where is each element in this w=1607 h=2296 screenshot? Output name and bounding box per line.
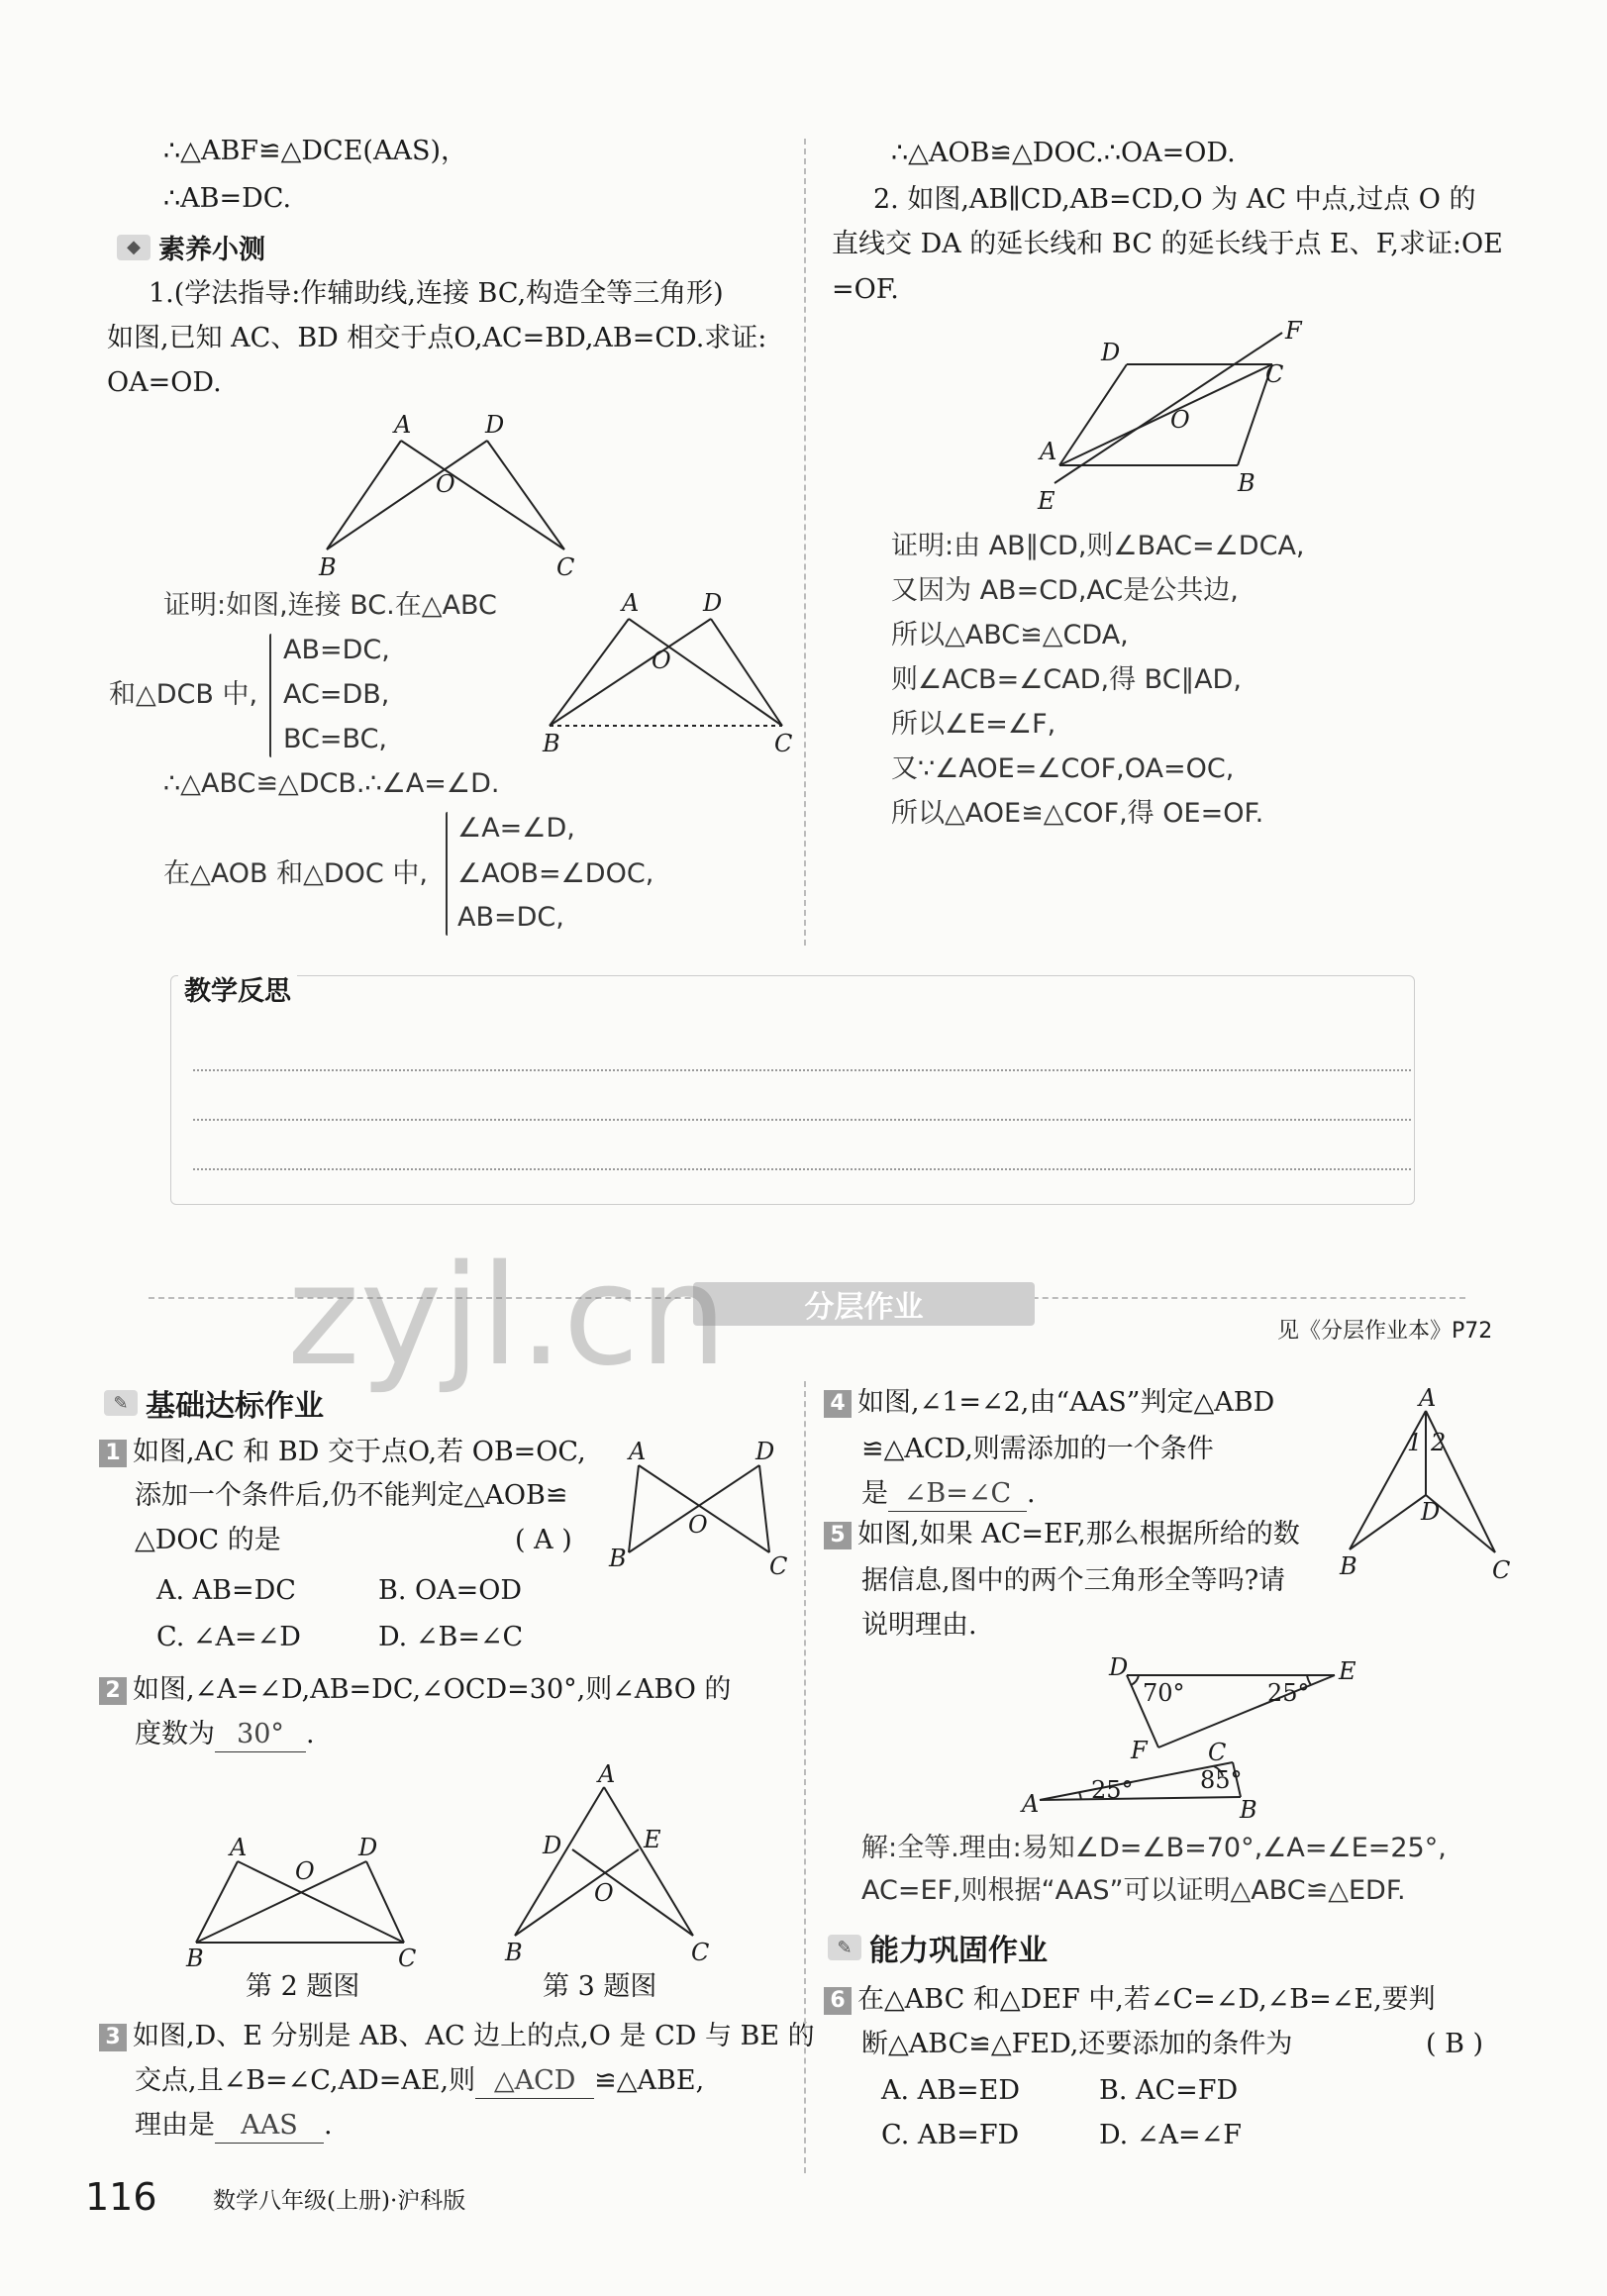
svg-text:C: C	[691, 1939, 710, 1966]
pencil-icon: ✎	[828, 1935, 861, 1960]
figure-q3-basic	[495, 1762, 723, 1970]
q2-blank[interactable]: 30°	[215, 1718, 306, 1752]
figure-q1-basic	[599, 1436, 797, 1584]
svg-text:F: F	[1285, 317, 1302, 345]
svg-text:85°: 85°	[1200, 1766, 1243, 1794]
q3-number: 3	[99, 2024, 127, 2051]
proof-step: 所以△AOE≌△COF,得 OE=OF.	[891, 798, 1264, 829]
svg-text:F: F	[1131, 1737, 1148, 1764]
svg-text:25°: 25°	[1091, 1776, 1134, 1804]
fig3-caption: 第 3 题图	[543, 1971, 657, 2002]
proof-step: 又∵∠AOE=∠COF,OA=OC,	[891, 753, 1235, 784]
q3-text-3	[135, 2109, 333, 2144]
q5-number: 5	[824, 1522, 852, 1549]
reflection-title: 教学反思	[178, 975, 297, 1009]
svg-text:B: B	[1340, 1552, 1357, 1580]
q4-text: 如图,∠1=∠2,由“AAS”判定△ABD	[857, 1387, 1275, 1418]
figure-q5	[1020, 1653, 1356, 1822]
q2-stem	[99, 1673, 731, 1707]
fig2-caption: 第 2 题图	[246, 1971, 360, 2002]
svg-text:A: A	[230, 1834, 248, 1861]
svg-text:C: C	[1492, 1556, 1511, 1584]
svg-text:D: D	[358, 1834, 378, 1861]
svg-text:C: C	[556, 553, 575, 581]
brace1-item: AC=DB,	[283, 679, 390, 710]
page-number: 116	[85, 2175, 157, 2219]
q1-stem	[99, 1436, 586, 1469]
svg-text:B: B	[543, 730, 560, 757]
svg-text:E: E	[1038, 487, 1055, 515]
q1-text-2: 添加一个条件后,仍不能判定△AOB≌	[135, 1480, 568, 1511]
svg-text:1: 1	[1407, 1429, 1423, 1456]
svg-text:B: B	[186, 1945, 204, 1972]
figure-q1	[307, 411, 584, 579]
reflection-line[interactable]	[193, 1119, 1411, 1121]
svg-text:A: A	[629, 1438, 647, 1465]
svg-text:A: A	[1040, 438, 1057, 465]
brace2-item: ∠A=∠D,	[457, 813, 575, 844]
banner-title: 分层作业	[693, 1282, 1035, 1326]
q2-top-line2: 直线交 DA 的延长线和 BC 的延长线于点 E、F,求证:OE	[832, 229, 1503, 259]
figure-q1-proof	[535, 589, 802, 767]
svg-text:C: C	[1208, 1739, 1227, 1766]
watermark: zyjl.cn	[287, 1236, 728, 1397]
q1-number: 1	[99, 1440, 127, 1467]
svg-text:D: D	[485, 411, 505, 439]
q1-text-3: △DOC 的是	[135, 1525, 281, 1555]
proof-step: 则∠ACB=∠CAD,得 BC∥AD,	[891, 664, 1242, 695]
svg-text:B: B	[1240, 1796, 1257, 1824]
q3-text-pre2: 理由是	[135, 2110, 215, 2141]
svg-text:O: O	[688, 1511, 708, 1539]
q6-option-a[interactable]: A. AB=ED	[881, 2075, 1020, 2106]
svg-text:D: D	[755, 1438, 775, 1465]
proof-line1: 证明:如图,连接 BC.在△ABC	[163, 590, 497, 621]
q1-line2: 如图,已知 AC、BD 相交于点O,AC=BD,AB=CD.求证:	[107, 323, 767, 353]
q6-answer: ( B )	[1426, 2029, 1484, 2059]
q5-answer-2: AC=EF,则根据“AAS”可以证明△ABC≌△EDF.	[861, 1875, 1406, 1906]
proof-step: 所以△ABC≌△CDA,	[891, 620, 1129, 650]
brace1-prefix: 和△DCB 中,	[109, 679, 258, 710]
q2-number: 2	[99, 1677, 127, 1705]
svg-text:2: 2	[1431, 1429, 1447, 1456]
svg-text:D: D	[703, 589, 723, 617]
proof-line2: ∴△ABC≌△DCB.∴∠A=∠D.	[163, 768, 500, 799]
svg-text:B: B	[319, 553, 337, 581]
svg-text:E: E	[644, 1826, 661, 1853]
svg-text:B: B	[505, 1939, 523, 1966]
q4-number: 4	[824, 1390, 852, 1418]
svg-text:O: O	[295, 1857, 315, 1885]
q2-text-2	[135, 1718, 315, 1752]
proof-step: 又因为 AB=CD,AC是公共边,	[891, 575, 1239, 606]
svg-text:D: D	[1109, 1653, 1129, 1681]
q6-option-c[interactable]: C. AB=FD	[881, 2120, 1020, 2150]
q6-option-d[interactable]: D. ∠A=∠F	[1099, 2120, 1242, 2150]
q3-text-pre: 交点,且∠B=∠C,AD=AE,则	[135, 2065, 476, 2096]
section-ability	[828, 1926, 1048, 1969]
brace1-item: BC=BC,	[283, 724, 388, 754]
section-ability-title: 能力巩固作业	[869, 1934, 1048, 1968]
svg-text:D: D	[1421, 1498, 1441, 1526]
q3-blank-2[interactable]: AAS	[215, 2109, 324, 2144]
pencil-icon: ✎	[104, 1390, 138, 1416]
svg-text:A: A	[394, 411, 412, 439]
q5-text-3: 说明理由.	[861, 1610, 977, 1641]
q1-option-b[interactable]: B. OA=OD	[378, 1575, 523, 1606]
q3-text-2	[135, 2064, 704, 2099]
column-divider-bottom	[804, 1381, 806, 2173]
brace1-item: AB=DC,	[283, 635, 390, 665]
svg-text:B: B	[609, 1545, 627, 1572]
reflection-box	[170, 975, 1415, 1205]
q1-line1: 1.(学法指导:作辅助线,连接 BC,构造全等三角形)	[149, 278, 724, 309]
svg-text:C: C	[1265, 360, 1284, 388]
q6-text: 在△ABC 和△DEF 中,若∠C=∠D,∠B=∠E,要判	[857, 1984, 1436, 2015]
q5-text-2: 据信息,图中的两个三角形全等吗?请	[861, 1565, 1286, 1596]
q1-option-d[interactable]: D. ∠B=∠C	[378, 1622, 524, 1652]
brace-1	[269, 634, 271, 757]
svg-text:O: O	[1170, 406, 1190, 434]
reflection-line[interactable]	[193, 1069, 1411, 1071]
brace2-item: ∠AOB=∠DOC,	[457, 858, 654, 889]
svg-text:D: D	[1101, 339, 1121, 366]
q2-text-pre: 度数为	[135, 1719, 215, 1749]
q6-stem	[824, 1983, 1436, 2017]
column-divider-top	[804, 139, 806, 946]
proof-conclusion-2: ∴AB=DC.	[163, 183, 292, 214]
proof-step: 所以∠E=∠F,	[891, 709, 1056, 740]
q6-text-2: 断△ABC≌△FED,还要添加的条件为	[861, 2029, 1293, 2059]
figure-q2-basic	[178, 1832, 436, 1970]
q1-answer: ( A )	[515, 1525, 572, 1555]
brace-2	[446, 812, 448, 936]
svg-text:O: O	[652, 647, 671, 674]
q4-text-2: ≌△ACD,则需添加的一个条件	[861, 1434, 1214, 1464]
svg-text:D: D	[543, 1832, 562, 1859]
section-basic	[104, 1381, 324, 1425]
q3-text: 如图,D、E 分别是 AB、AC 边上的点,O 是 CD 与 BE 的	[133, 2021, 815, 2051]
q1-line3: OA=OD.	[107, 367, 222, 398]
book-title: 数学八年级(上册)·沪科版	[213, 2188, 466, 2214]
q1-text: 如图,AC 和 BD 交于点O,若 OB=OC,	[133, 1437, 586, 1467]
q6-number: 6	[824, 1987, 852, 2015]
svg-text:A: A	[1419, 1384, 1437, 1412]
svg-text:B: B	[1238, 469, 1255, 497]
q4-stem	[824, 1386, 1274, 1420]
q5-text: 如图,如果 AC=EF,那么根据所给的数	[857, 1519, 1300, 1549]
q3-text-post: .	[324, 2110, 333, 2141]
section-suyang-title: 素养小测	[158, 235, 265, 265]
q2-top-line3: =OF.	[832, 274, 899, 305]
banner-ref[interactable]: 见《分层作业本》P72	[1277, 1315, 1492, 1348]
svg-text:A: A	[622, 589, 640, 617]
svg-text:25°: 25°	[1267, 1679, 1310, 1707]
proof-conclusion-1: ∴△ABF≌△DCE(AAS)，	[163, 136, 467, 166]
svg-text:C: C	[774, 730, 793, 757]
svg-text:E: E	[1339, 1657, 1356, 1685]
brace2-prefix: 在△AOB 和△DOC 中,	[163, 858, 428, 889]
q2-text-post: .	[306, 1719, 315, 1749]
reflection-line[interactable]	[193, 1168, 1411, 1170]
svg-text:C: C	[769, 1552, 788, 1580]
svg-text:C: C	[398, 1945, 417, 1972]
q4-blank[interactable]: ∠B=∠C	[888, 1477, 1027, 1512]
q1-option-c[interactable]: C. ∠A=∠D	[156, 1622, 301, 1652]
svg-text:O: O	[594, 1879, 614, 1907]
q3-text-mid: ≌△ABE,	[594, 2065, 705, 2096]
proof-conclusion-right: ∴△AOB≌△DOC.∴OA=OD.	[891, 138, 1236, 168]
q3-stem	[99, 2020, 815, 2053]
q6-option-b[interactable]: B. AC=FD	[1099, 2075, 1239, 2106]
q2-top-line1: 2. 如图,AB∥CD,AB=CD,O 为 AC 中点,过点 O 的	[873, 184, 1476, 215]
figure-q2-top	[1030, 317, 1302, 515]
svg-text:A: A	[598, 1760, 616, 1788]
svg-text:A: A	[1022, 1790, 1040, 1818]
svg-text:70°: 70°	[1143, 1679, 1185, 1707]
section-suyang	[117, 228, 265, 266]
diamond-icon: ◆	[117, 235, 151, 260]
q4-text-post: .	[1027, 1478, 1036, 1509]
q1-option-a[interactable]: A. AB=DC	[156, 1575, 296, 1606]
q5-stem	[824, 1518, 1300, 1551]
brace2-item: AB=DC,	[457, 902, 564, 933]
q5-answer-1: 解:全等.理由:易知∠D=∠B=70°,∠A=∠E=25°,	[861, 1833, 1447, 1863]
q4-text-3	[861, 1477, 1036, 1512]
figure-q4	[1332, 1386, 1520, 1594]
q4-text-pre: 是	[861, 1478, 888, 1509]
proof-step: 证明:由 AB∥CD,则∠BAC=∠DCA,	[891, 531, 1305, 561]
svg-text:O: O	[436, 470, 455, 498]
q2-text: 如图,∠A=∠D,AB=DC,∠OCD=30°,则∠ABO 的	[133, 1674, 732, 1705]
q3-blank-1[interactable]: △ACD	[475, 2064, 594, 2099]
section-basic-title: 基础达标作业	[146, 1389, 324, 1424]
